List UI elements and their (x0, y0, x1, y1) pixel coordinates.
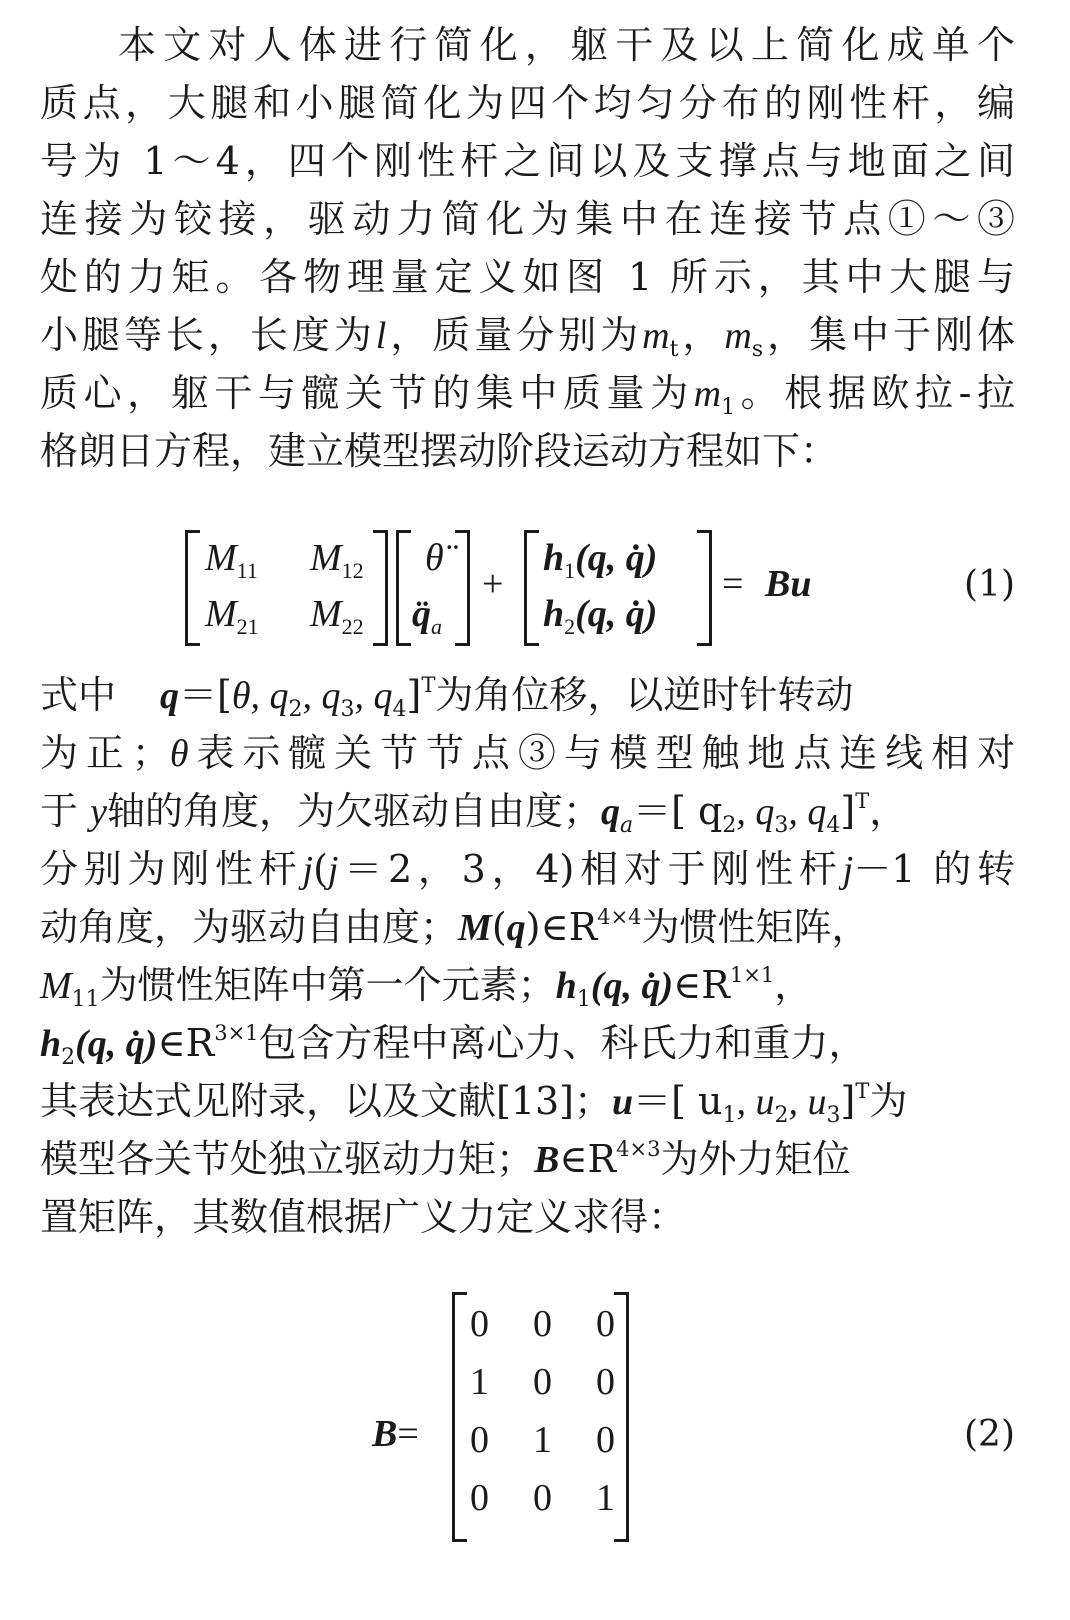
matrix-entry: 0 (596, 1303, 615, 1345)
text-line: 式中 q＝[θ, $q_2$, $q_3$, $q_4]^T$为角位移，以逆时针转动 (40, 673, 854, 722)
matrix-entry: 0 (596, 1361, 615, 1403)
vector-bracket-right (455, 530, 470, 646)
equation-rhs: Bu (765, 563, 812, 605)
text-line: 为正；θ表示髋关节节点③与模型触地点连线相对 (40, 731, 1015, 775)
equation-number: (2) (964, 1414, 1015, 1455)
matrix-bracket-left (185, 530, 200, 646)
matrix-entry: $M_{12}$ (310, 537, 364, 583)
text-line: 号为 1～4，四个刚性杆之间以及支撑点与地面之间 (40, 139, 1015, 183)
vector-bracket-left (524, 530, 539, 646)
text-line: 小腿等长，长度为l，质量分别为$m_t$，$m_s$，集中于刚体 (40, 313, 1015, 362)
matrix-entry: 1 (596, 1477, 615, 1519)
text-line: 于 y轴的角度，为欠驱动自由度；$q_a=$[ $q_2$, $q_3$, $q_4]^T$， (40, 789, 908, 838)
text-line: $h_2(q$, $q̇)\in R^{3\times 1}$包含方程中离心力、科氏力和重力， (40, 1021, 867, 1070)
vector-bracket-right (697, 530, 712, 646)
matrix-entry: 0 (470, 1419, 489, 1461)
matrix-entry: 1 (470, 1361, 489, 1403)
matrix-entry: 0 (533, 1303, 552, 1345)
matrix-entry: 0 (533, 1361, 552, 1403)
text-line: 格朗日方程，建立模型摆动阶段运动方程如下： (40, 429, 839, 473)
matrix-entry: 0 (470, 1303, 489, 1345)
text-line: 质心，躯干与髋关节的集中质量为$m_1$。根据欧拉-拉 (40, 371, 1015, 420)
vector-entry: θ̈ (425, 537, 444, 579)
vector-entry: $h_1(q$, q̇) (543, 537, 658, 583)
vector-bracket-left (396, 530, 411, 646)
matrix-entry: $M_{22}$ (310, 593, 364, 639)
matrix-entry: 0 (533, 1477, 552, 1519)
equals-sign: = (722, 563, 744, 605)
text-line: 处的力矩。各物理量定义如图 1 所示，其中大腿与 (40, 255, 1015, 299)
vector-entry: $h_2(q$, q̇) (543, 593, 658, 639)
text-line: $M_{11}$为惯性矩阵中第一个元素；$h_1(q$, $q̇)\in R^{1\times 1}$， (40, 963, 813, 1012)
text-line: 分别为刚性杆j(j＝2，3，4)相对于刚性杆j－1 的转 (40, 847, 1015, 891)
equation-lhs: B= (372, 1413, 419, 1455)
text-line: 其表达式见附录，以及文献[13]；u＝[ $u_1$, $u_2$, $u_3]^T$为 (40, 1079, 908, 1128)
matrix-entry: 0 (596, 1419, 615, 1461)
text-line: 本文对人体进行简化，躯干及以上简化成单个 (118, 23, 1015, 67)
matrix-entry: 0 (470, 1477, 489, 1519)
matrix-entry: $M_{11}$ (205, 537, 258, 583)
matrix-entry: $M_{21}$ (205, 593, 259, 639)
equation-number: (1) (964, 564, 1015, 605)
matrix-bracket-right (373, 530, 388, 646)
text-line: 动角度，为驱动自由度；$M(q)\in R^{4\times 4}$为惯性矩阵， (40, 905, 870, 949)
matrix-entry: 1 (533, 1419, 552, 1461)
text-line: 模型各关节处独立驱动力矩；$B\in R^{4\times 3}$为外力矩位 (40, 1137, 851, 1181)
plus-sign: + (482, 563, 504, 605)
text-line: 质点，大腿和小腿简化为四个均匀分布的刚性杆，编 (40, 81, 1015, 125)
text-line: 连接为铰接，驱动力简化为集中在连接节点①～③ (40, 197, 1015, 241)
matrix-bracket-left (452, 1292, 467, 1542)
vector-entry: $q̈_a$ (412, 593, 442, 639)
text-line: 置矩阵，其数值根据广义力定义求得： (40, 1195, 687, 1239)
matrix-bracket-right (614, 1292, 629, 1542)
